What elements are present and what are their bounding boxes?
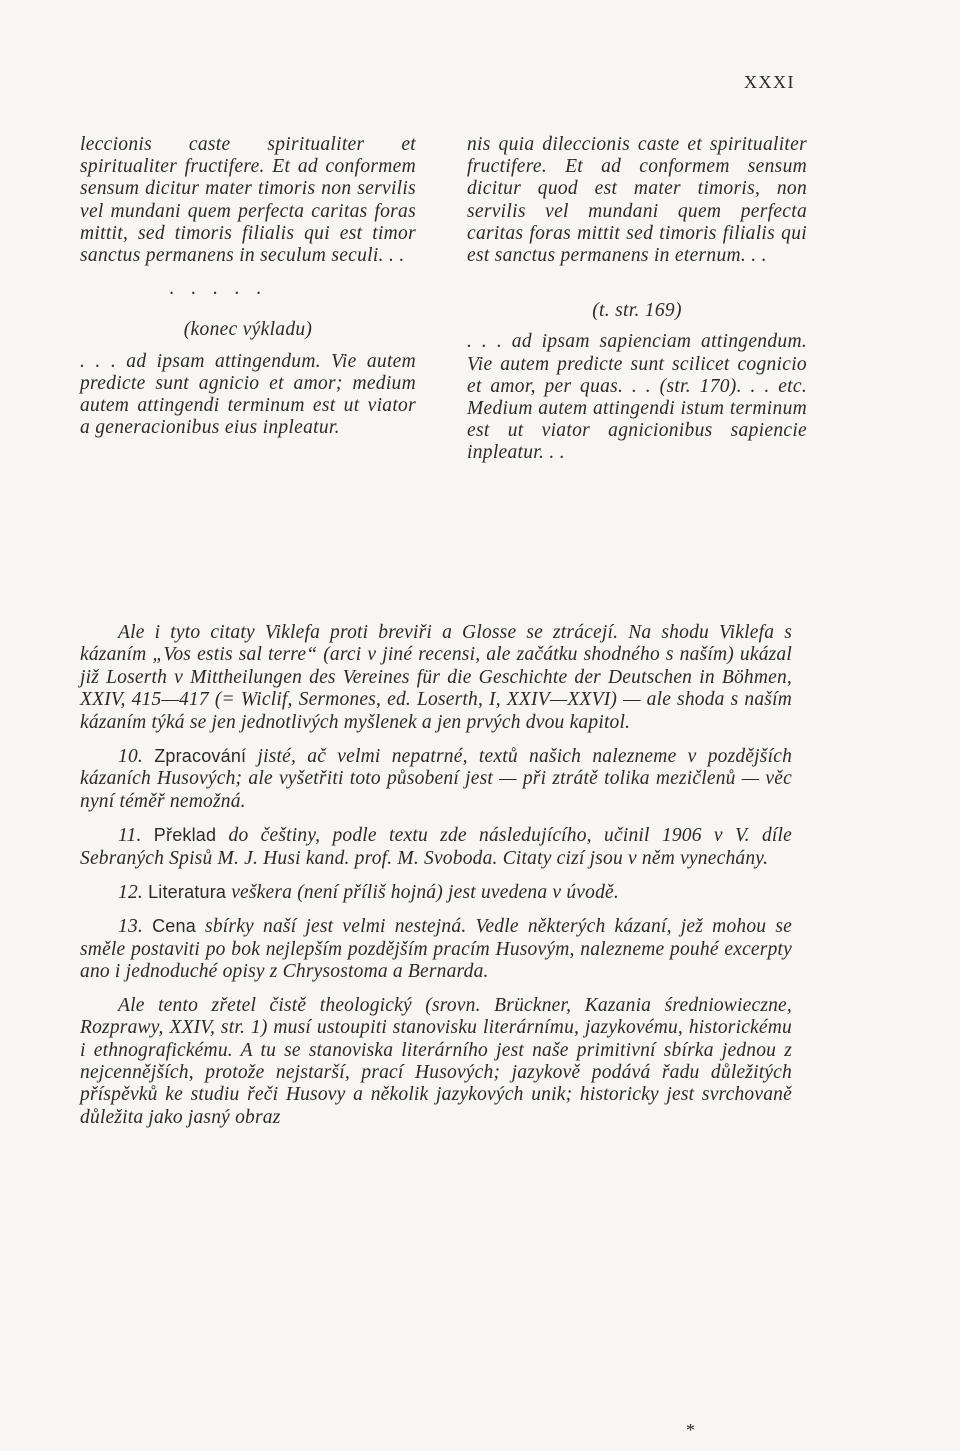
left-subtitle: (konec výkladu) xyxy=(183,319,313,341)
main-paragraph-last: Ale tento zřetel čistě theologický (srovn. Brückner, Kazania średniowieczne, Rozprawy, XXIV, str. 1) musí ustoupiti stanovisku literárnímu, jazykovému, historickému i ethnografickému. A tu se stanoviska literárního jest naše primitivní sbírka jednou z nejcennějších, protože nejstarší, prací Husových; jazykově podává řadu důležitých příspěvků ke studiu řeči Husovy a několik jazykových unik; historicky jest svrchovaně důležita jako jasný obraz xyxy=(80,994,792,1128)
right-column xyxy=(467,134,807,465)
item-12 xyxy=(80,881,792,904)
left-column xyxy=(80,134,416,439)
signature-mark: * xyxy=(686,1420,695,1440)
ellipsis-separator: . . . . . xyxy=(169,278,267,300)
main-paragraph-1: Ale i tyto citaty Viklefa proti breviři a Glosse se ztrácejí. Na shodu Viklefa s kázaním „Vos estis sal terre“ (arci v jiné recensi, ale začátku shodného s naším) ukázal již Loserth v Mittheilungen des Vereines für die Geschichte der Deutschen in Böhmen, XXIV, 415—417 (= Wiclif, Sermones, ed. Loserth, I, XXIV—XXVI) — ale shoda s naším kázaním týká se jen jednotlivých myšlenek a jen prvých dvou kapitol. xyxy=(80,622,792,733)
right-paragraph-2: . . . ad ipsam sapienciam attingendum. Vie autem predicte sunt scilicet cognicio et amor, per quas. . . (str. 170). . . etc. Medium autem attingendi istum terminum est ut viator agnicionibus sapiencie inpleatur. . . xyxy=(467,331,807,464)
item-10 xyxy=(80,745,792,813)
item-11 xyxy=(80,824,792,870)
left-paragraph-1: leccionis caste spiritualiter et spiritualiter fructifere. Et ad conformem sensum dicitur mater timoris non servilis vel mundani quem perfecta caritas foras mittit, sed timoris filialis qui est timor sanctus permanens in seculum seculi. . . xyxy=(80,134,416,267)
page-number: XXXI xyxy=(744,72,795,92)
item-13-text: sbírky naší jest velmi nestejná. Vedle některých kázaní, jež mohou se směle postaviti po bok nejlepším pozdějším pracím Husovým, nalezneme pouhé excerpty ano i jednoduché opisy z Chrysostoma a Bernarda. xyxy=(80,916,792,983)
item-13-keyword: Cena xyxy=(152,916,196,937)
item-10-number: 10. xyxy=(118,746,143,768)
item-11-keyword: Překlad xyxy=(153,825,217,846)
item-13-number: 13. xyxy=(118,916,143,938)
item-13 xyxy=(80,915,792,983)
item-12-text: veškera (není příliš hojná) jest uvedena v úvodě. xyxy=(231,882,619,904)
item-11-text: do češtiny, podle textu zde následujícího, učinil 1906 v V. díle Sebraných Spisů M. J. Husi kand. prof. M. Svoboda. Citaty cizí jsou v něm vynechány. xyxy=(80,825,793,869)
item-12-number: 12. xyxy=(118,882,143,904)
item-12-keyword: Literatura xyxy=(148,882,227,903)
item-11-number: 11. xyxy=(118,825,142,847)
left-paragraph-2: . . . ad ipsam attingendum. Vie autem predicte sunt agnicio et amor; medium autem attingendi terminum est ut viator a generacionibus eius inpleatur. xyxy=(80,350,416,439)
item-10-text: jisté, ač velmi nepatrné, textů našich nalezneme v pozdějších kázaních Husových; ale vyšetřiti toto působení jest — při ztrátě tolika mezičlenů — věc nyní téměř nemožná. xyxy=(80,746,793,812)
right-paragraph-1: nis quia dileccionis caste et spiritualiter fructifere. Et ad conformem sensum dicitur quod est mater timoris, non servilis vel mundani quem perfecta caritas foras mittit sed timoris filialis qui est sanctus permanens in eternum. . . xyxy=(467,134,807,267)
main-text xyxy=(80,622,792,1140)
item-10-keyword: Zpracování xyxy=(154,746,247,767)
right-subtitle: (t. str. 169) xyxy=(592,300,682,322)
